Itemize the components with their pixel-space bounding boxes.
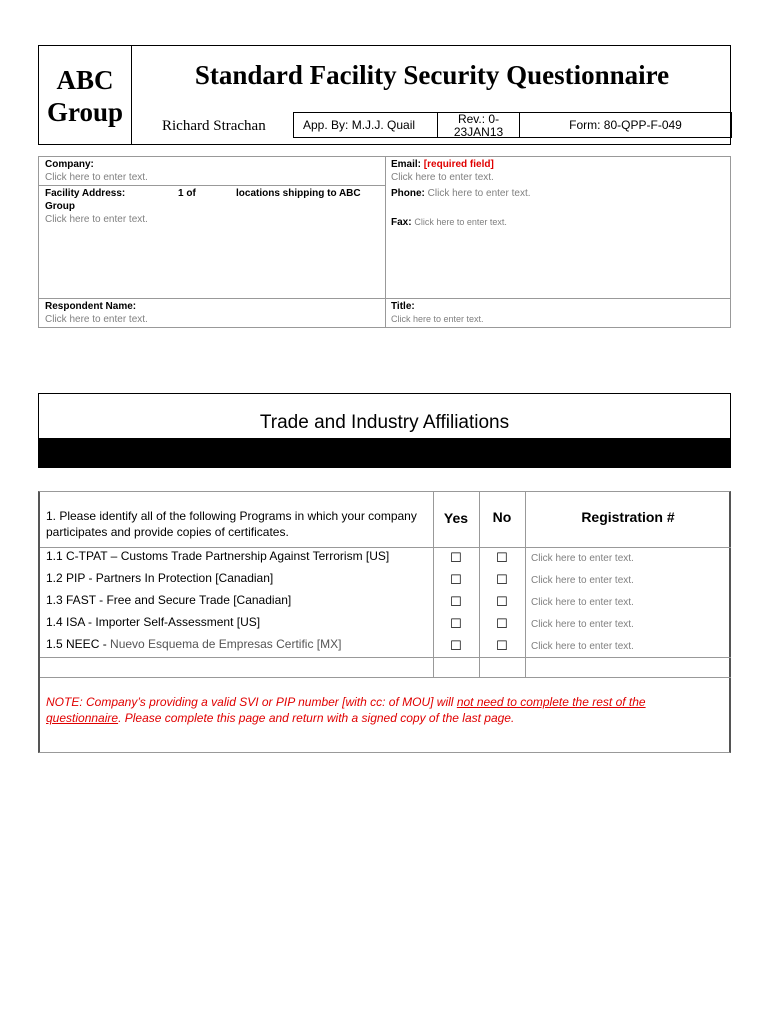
no-checkbox[interactable]: ☐ <box>496 594 508 609</box>
no-checkbox[interactable]: ☐ <box>496 638 508 653</box>
info-hline <box>39 298 730 299</box>
col-registration: Registration # <box>581 509 675 525</box>
yes-checkbox[interactable]: ☐ <box>450 638 462 653</box>
section-title: Trade and Industry Affiliations <box>259 412 510 433</box>
company-logo-text: ABC Group <box>39 46 132 144</box>
yes-checkbox[interactable]: ☐ <box>450 572 462 587</box>
approved-by: App. By: M.J.J. Quail <box>293 112 438 138</box>
neec-code: 1.5 NEEC - <box>46 637 111 651</box>
facility-of: 1 of <box>178 188 196 199</box>
phone-row <box>391 188 531 199</box>
yes-checkbox[interactable]: ☐ <box>450 550 462 565</box>
header-box <box>38 45 731 145</box>
program-row-label: 1.4 ISA - Importer Self-Assessment [US] <box>46 615 261 629</box>
info-table <box>38 156 731 328</box>
email-required-tag: [required field] <box>423 159 494 170</box>
info-divider <box>385 157 386 327</box>
no-checkbox[interactable]: ☐ <box>496 616 508 631</box>
title-field[interactable]: Click here to enter text. <box>391 314 484 324</box>
email-field[interactable]: Click here to enter text. <box>391 172 494 183</box>
col-no: No <box>492 509 512 525</box>
no-checkbox[interactable]: ☐ <box>496 550 508 565</box>
company-field[interactable]: Click here to enter text. <box>45 172 148 183</box>
registration-field[interactable]: Click here to enter text. <box>531 575 634 586</box>
yes-checkbox[interactable]: ☐ <box>450 594 462 609</box>
neec-name: Nuevo Esquema de Empresas Certific [MX] <box>110 637 342 651</box>
facility-field[interactable]: Click here to enter text. <box>45 214 148 225</box>
form-number: Form: 80-QPP-F-049 <box>519 112 732 138</box>
program-row-label: 1.2 PIP - Partners In Protection [Canadian] <box>46 571 274 585</box>
phone-label: Phone: <box>391 188 425 199</box>
program-row-label: 1.1 C-TPAT – Customs Trade Partnership Against Terrorism [US] <box>46 549 390 563</box>
program-row-label <box>46 637 341 651</box>
fax-label: Fax: <box>391 217 412 228</box>
section-banner <box>38 393 731 468</box>
col-yes: Yes <box>443 510 469 526</box>
programs-question: 1. Please identify all of the following Programs in which your company participates and provide copies of certificates. <box>46 509 417 539</box>
programs-table <box>38 491 731 753</box>
program-row-label: 1.3 FAST - Free and Secure Trade [Canadian] <box>46 593 292 607</box>
registration-field[interactable]: Click here to enter text. <box>531 597 634 608</box>
facility-label: Facility Address: <box>45 188 125 199</box>
registration-field[interactable]: Click here to enter text. <box>531 619 634 630</box>
note-part-b: . Please complete this page and return with a signed copy of the last page. <box>118 711 515 725</box>
fax-row <box>391 217 507 228</box>
grid-line <box>525 492 526 677</box>
company-label: Company: <box>45 159 94 170</box>
note-part-a: NOTE: Company’s providing a valid SVI or PIP number [with cc: of MOU] will <box>46 695 457 709</box>
yes-checkbox[interactable]: ☐ <box>450 616 462 631</box>
grid-line <box>40 547 731 548</box>
respondent-field[interactable]: Click here to enter text. <box>45 314 148 325</box>
note-underlined: not need to complete the rest of the questionnaire <box>46 695 646 725</box>
note-text <box>46 694 706 726</box>
title-label: Title: <box>391 301 415 312</box>
facility-label-group: Group <box>45 201 75 212</box>
email-label <box>391 159 494 170</box>
registration-field[interactable]: Click here to enter text. <box>531 553 634 564</box>
phone-field[interactable]: Click here to enter text. <box>427 188 531 199</box>
no-checkbox[interactable]: ☐ <box>496 572 508 587</box>
grid-line <box>40 677 731 678</box>
registration-field[interactable]: Click here to enter text. <box>531 641 634 652</box>
revision: Rev.: 0-23JAN13 <box>437 112 520 138</box>
author-name: Richard Strachan <box>162 118 266 134</box>
facility-suffix: locations shipping to ABC <box>236 188 361 199</box>
fax-field[interactable]: Click here to enter text. <box>414 217 507 227</box>
email-label-text: Email: <box>391 159 422 170</box>
grid-line <box>40 657 731 658</box>
section-black-bar <box>38 438 731 468</box>
respondent-label: Respondent Name: <box>45 301 137 312</box>
info-hline <box>39 185 385 186</box>
form-title: Standard Facility Security Questionnaire <box>194 60 670 90</box>
